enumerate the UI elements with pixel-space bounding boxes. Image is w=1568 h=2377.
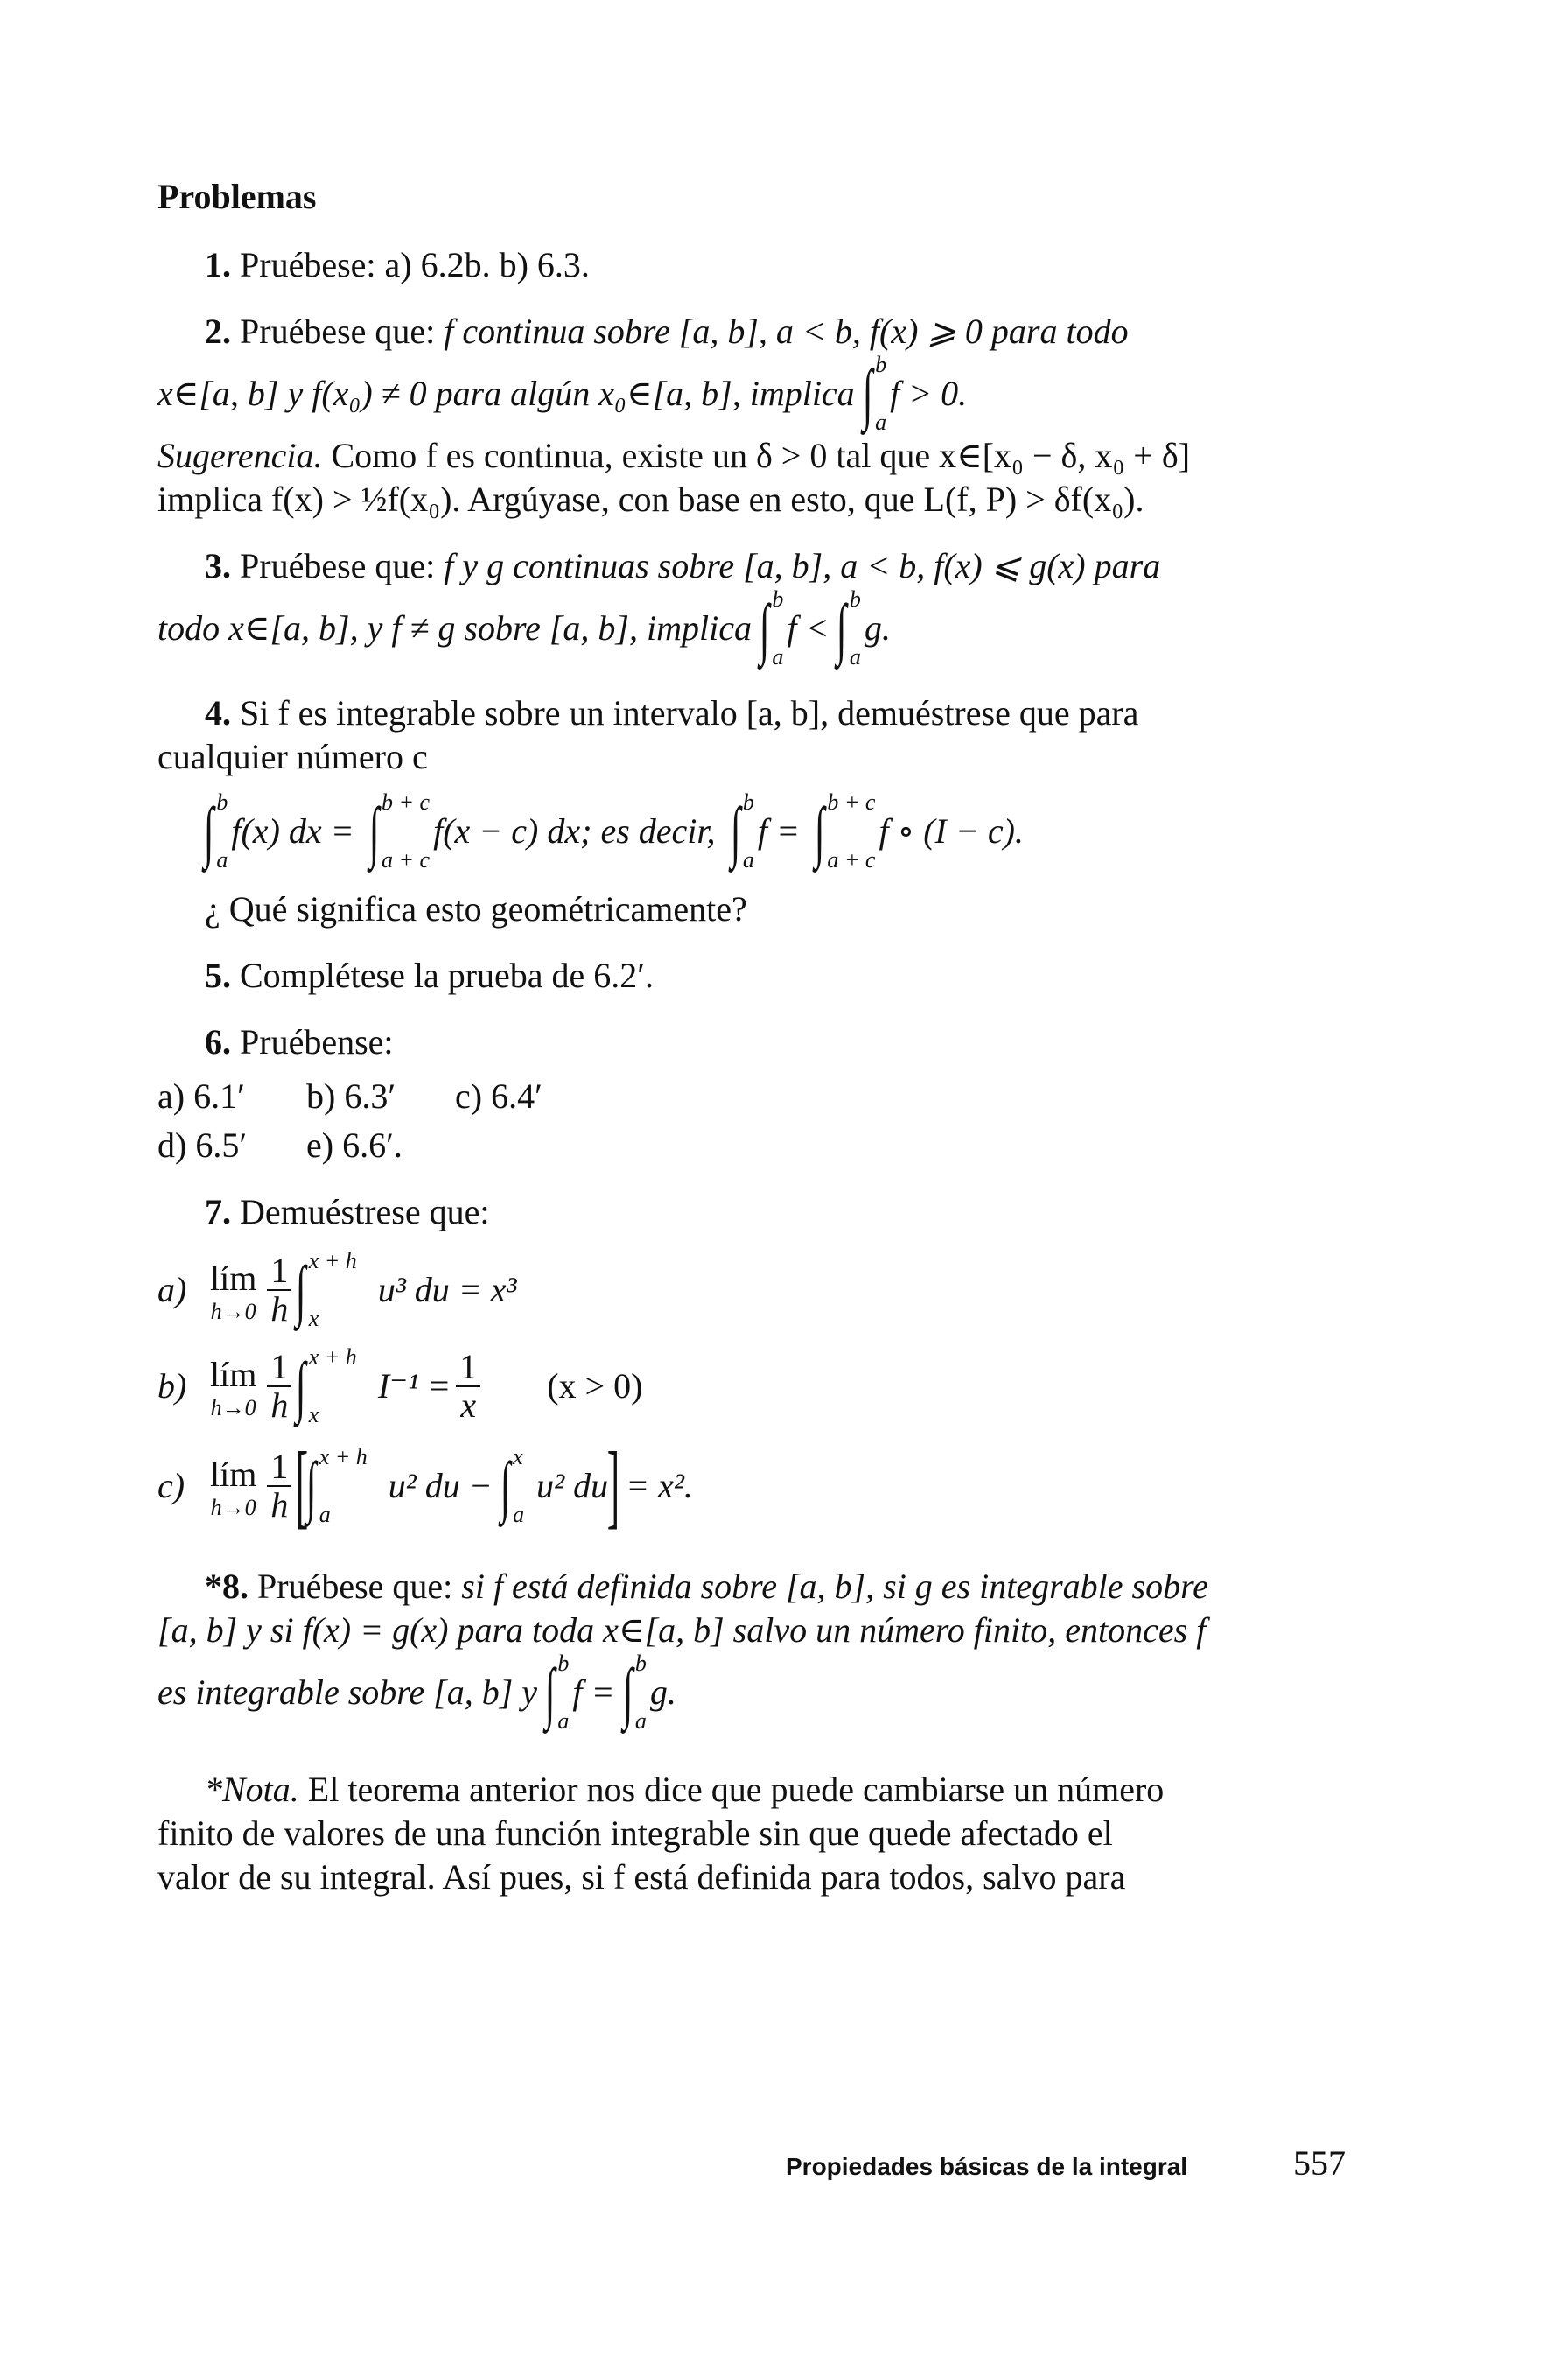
problem-4: [158, 691, 1330, 931]
numerator: 1: [456, 1349, 480, 1387]
integral: [297, 1250, 516, 1330]
problem-number: 2.: [205, 312, 231, 351]
fraction-1-over-h: [267, 1349, 291, 1424]
upper-bound: x + h: [318, 1444, 368, 1469]
lower-bound: a: [742, 847, 754, 873]
integral-body: f ∘ (I − c).: [878, 811, 1024, 851]
problem-text-continued: cualquier número c: [158, 737, 428, 776]
integral-g: [837, 588, 890, 669]
hint-text-continued: implica f(x) > ½f(x₀). Argúyase, con base en esto, que L(f, P) > δf(x₀).: [158, 480, 1144, 519]
item-label: b): [158, 1366, 187, 1406]
integral-body: f =: [572, 1672, 615, 1712]
integral-bounds: [216, 791, 228, 872]
lower-bound: a: [557, 1708, 570, 1734]
problem-6: [158, 1020, 1330, 1167]
integral-body: f(x) dx =: [231, 811, 354, 851]
integral-bounds: [309, 1250, 357, 1330]
integral-body: f(x − c) dx; es decir,: [433, 811, 716, 851]
subitem: d) 6.5′: [158, 1125, 248, 1165]
upper-bound: b: [875, 352, 887, 377]
problem-text: Si f es integrable sobre un intervalo [a, b], demuéstrese que para: [240, 693, 1139, 733]
integral-bounds: [635, 1652, 647, 1733]
problem-number: 1.: [205, 245, 231, 284]
lim-subscript: h→0: [210, 1495, 256, 1520]
section-heading: Problemas: [158, 177, 317, 216]
limit-a: [158, 1250, 1330, 1330]
upper-bound: b + c: [827, 789, 876, 815]
upper-bound: b + c: [382, 789, 430, 815]
integral-body: f <: [787, 608, 830, 648]
problem-number: 7.: [205, 1192, 231, 1231]
integral-sign-icon: ∫: [500, 1448, 511, 1524]
limit-operator: [210, 1453, 256, 1519]
hint-label: Sugerencia.: [158, 436, 323, 475]
integral-body: u³ du = x³: [377, 1270, 517, 1309]
subitem: e) 6.6′.: [306, 1125, 402, 1165]
running-title: Propiedades básicas de la integral: [786, 2153, 1188, 2180]
lim-word: lím: [210, 1355, 257, 1394]
denominator: h: [270, 1289, 289, 1329]
problem-text: Pruébese: a) 6.2b. b) 6.3.: [240, 245, 590, 284]
integral-body: I⁻¹ =: [377, 1366, 452, 1406]
integral-sign-icon: ∫: [622, 1654, 634, 1730]
integral-sign-icon: ∫: [836, 590, 848, 666]
hint-text: Como f es continua, existe un δ > 0 tal que x∈[x₀ − δ, x₀ + δ]: [331, 436, 1191, 475]
upper-bound: b: [634, 1651, 647, 1676]
problem-text: Pruébense:: [240, 1022, 394, 1062]
limit-operator: [210, 1257, 256, 1323]
problem-text: Complétese la prueba de 6.2′.: [240, 956, 654, 995]
integral-bounds: [772, 588, 783, 669]
limit-b: [158, 1346, 1330, 1427]
integral-sign-icon: ∫: [306, 1448, 317, 1524]
note-label: *Nota.: [205, 1770, 299, 1809]
integral-body: f > 0.: [890, 374, 968, 413]
integral-bounds: [513, 1446, 524, 1526]
upper-bound: b: [772, 586, 784, 612]
subitem: b) 6.3′: [306, 1076, 396, 1116]
lim-word: lím: [210, 1455, 257, 1494]
integral-1: [307, 1446, 492, 1526]
integral-sign-icon: ∫: [368, 793, 380, 869]
note-text: El teorema anterior nos dice que puede cambiarse un número: [307, 1770, 1165, 1809]
integral-1: [205, 791, 354, 872]
lower-bound: a: [634, 1708, 647, 1734]
integral-bounds: [827, 791, 875, 872]
integral-bounds: [743, 791, 754, 872]
note-text-line-2: finito de valores de una función integrable sin que quede afectado el: [158, 1813, 1113, 1853]
integral-sign-icon: ∫: [862, 355, 873, 431]
fraction-1-over-h: [267, 1448, 291, 1524]
result: = x².: [626, 1466, 693, 1505]
upper-bound: x + h: [308, 1344, 357, 1370]
integral-body: g.: [864, 608, 891, 648]
numerator: 1: [267, 1448, 291, 1487]
lower-bound: a: [849, 644, 861, 670]
page-content: [158, 175, 1330, 1922]
problem-number: 4.: [205, 693, 231, 733]
note-text-line-3: valor de su integral. Así pues, si f está definida para todos, salvo para: [158, 1857, 1126, 1897]
problem-statement: todo x∈[a, b], y f ≠ g sobre [a, b], implica: [158, 608, 752, 648]
upper-bound: x: [513, 1444, 523, 1469]
lower-bound: a + c: [382, 847, 430, 873]
fraction-1-over-h: [267, 1252, 291, 1328]
lower-bound: x: [308, 1306, 319, 1331]
page-number: 557: [1293, 2143, 1346, 2183]
integral-2: [501, 1446, 608, 1526]
problem-statement: x∈[a, b] y f(x₀) ≠ 0 para algún x₀∈[a, b], implica: [158, 374, 855, 413]
denominator: x: [460, 1385, 477, 1425]
upper-bound: b: [216, 789, 228, 815]
numerator: 1: [267, 1349, 291, 1387]
problem-statement-end: es integrable sobre [a, b] y: [158, 1672, 538, 1712]
problem-5: [158, 954, 1330, 998]
problem-7: [158, 1190, 1330, 1538]
integral-3: [732, 791, 800, 872]
integral-body: u² du: [536, 1466, 609, 1505]
integral-body: g.: [649, 1672, 676, 1712]
upper-bound: b: [742, 789, 754, 815]
right-bracket: ]: [606, 1434, 620, 1538]
integral-sign-icon: ∫: [759, 590, 770, 666]
problem-3: [158, 544, 1330, 669]
problem-number: *8.: [205, 1567, 248, 1606]
lim-word: lím: [210, 1259, 257, 1298]
lim-subscript: h→0: [210, 1395, 256, 1420]
problem-intro: Pruébese que:: [240, 546, 436, 585]
integral-bounds: [382, 791, 430, 872]
integral: [297, 1346, 451, 1427]
problem-number: 3.: [205, 546, 231, 585]
integral-f: [546, 1652, 614, 1733]
lim-subscript: h→0: [210, 1299, 256, 1324]
integral-sign-icon: ∫: [730, 793, 741, 869]
lower-bound: x: [308, 1402, 319, 1427]
translation-identity: [205, 791, 1330, 872]
denominator: h: [270, 1385, 289, 1425]
integral-sign-icon: ∫: [814, 793, 825, 869]
condition: (x > 0): [547, 1366, 643, 1406]
subitem-list: [158, 1075, 1330, 1167]
upper-bound: b: [557, 1651, 570, 1676]
page-footer: [786, 2142, 1346, 2184]
subitem: c) 6.4′: [455, 1076, 542, 1116]
integral-body: u² du −: [388, 1466, 493, 1505]
integral-sign-icon: ∫: [544, 1654, 556, 1730]
integral-f: [760, 588, 829, 669]
integral-bounds: [850, 588, 861, 669]
integral-bounds: [319, 1446, 368, 1526]
problem-1: [158, 243, 1330, 287]
upper-bound: b: [849, 586, 861, 612]
lower-bound: a: [318, 1502, 331, 1527]
problem-statement-continued: [a, b] y si f(x) = g(x) para toda x∈[a, b] salvo un número finito, entonces f: [158, 1610, 1207, 1650]
numerator: 1: [267, 1252, 291, 1291]
integral-g: [624, 1652, 676, 1733]
limit-c: [158, 1434, 1330, 1538]
integral-4: [816, 791, 1024, 872]
upper-bound: x + h: [308, 1248, 357, 1273]
problem-number: 5.: [205, 956, 231, 995]
problem-statement: si f está definida sobre [a, b], si g es integrable sobre: [461, 1567, 1208, 1606]
subitem: a) 6.1′: [158, 1076, 245, 1116]
lower-bound: a: [875, 410, 887, 435]
denominator: h: [270, 1485, 289, 1525]
lower-bound: a: [513, 1502, 525, 1527]
lower-bound: a: [216, 847, 228, 873]
lower-bound: a: [772, 644, 784, 670]
geometric-question: ¿ Qué significa esto geométricamente?: [205, 889, 747, 929]
integral-bounds: [557, 1652, 569, 1733]
problem-statement: f continua sobre [a, b], a < b, f(x) ⩾ 0 para todo: [444, 312, 1129, 351]
left-bracket: [: [296, 1434, 309, 1538]
problem-statement: f y g continuas sobre [a, b], a < b, f(x) ⩽ g(x) para: [444, 546, 1161, 585]
integral-bounds: [875, 354, 886, 434]
integral-expression: [864, 354, 967, 434]
problem-number: 6.: [205, 1022, 231, 1062]
problem-intro: Pruébese que:: [240, 312, 436, 351]
integral-sign-icon: ∫: [203, 793, 214, 869]
note: [158, 1768, 1330, 1899]
integral-sign-icon: ∫: [296, 1348, 306, 1424]
integral-2: [370, 791, 716, 872]
problem-2: [158, 310, 1330, 522]
integral-body: f =: [757, 811, 800, 851]
problem-8: [158, 1565, 1330, 1733]
integral-bounds: [309, 1346, 357, 1427]
problem-text: Demuéstrese que:: [240, 1192, 490, 1231]
problem-intro: Pruébese que:: [257, 1567, 453, 1606]
fraction-1-over-x: [456, 1349, 480, 1424]
limit-operator: [210, 1353, 256, 1420]
item-label: c): [158, 1466, 186, 1505]
item-label: a): [158, 1270, 187, 1309]
lower-bound: a + c: [827, 847, 876, 873]
integral-sign-icon: ∫: [296, 1252, 306, 1328]
